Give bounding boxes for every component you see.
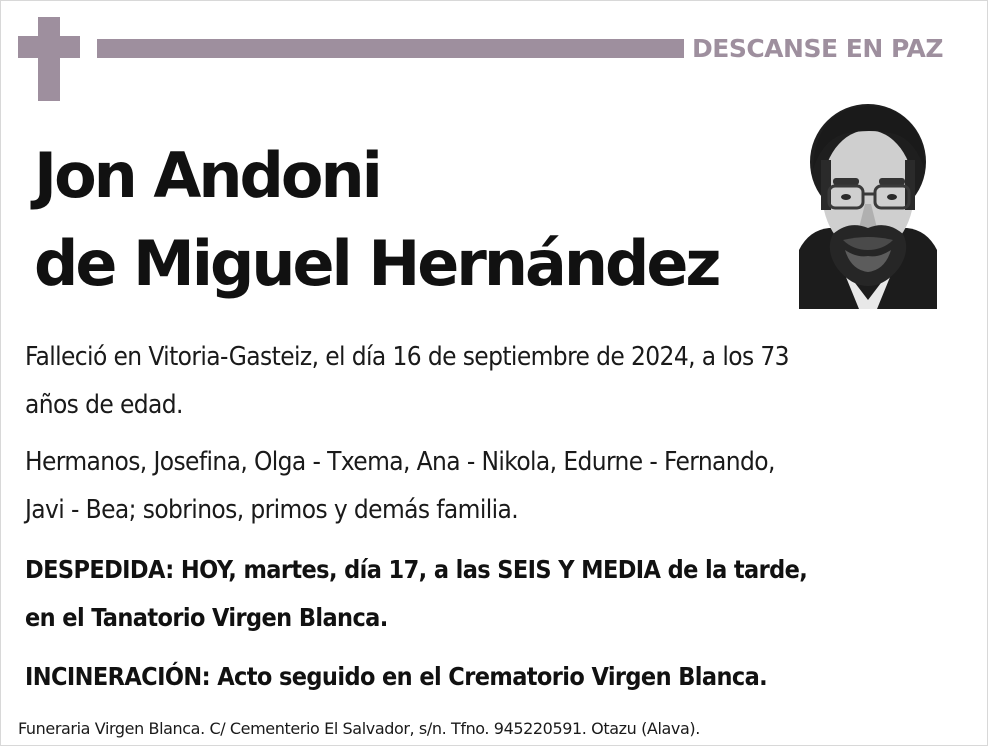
death-notice [25,333,960,429]
death-notice-line: Falleció en Vitoria-Gasteiz, el día 16 de septiembre de 2024, a los 73 [25,342,789,372]
family-list [25,438,960,534]
family-list-line: Javi - Bea; sobrinos, primos y demás familia. [25,495,519,525]
header-rule [97,39,684,58]
death-notice-line: años de edad. [25,390,183,420]
farewell-notice-line: en el Tanatorio Virgen Blanca. [25,603,388,632]
cross-icon-horizontal [18,36,80,58]
rest-in-peace-heading: DESCANSE EN PAZ [692,34,943,63]
cremation-notice-line: INCINERACIÓN: Acto seguido en el Crematorio Virgen Blanca. [25,662,768,691]
cross-icon-vertical [38,17,60,101]
portrait-photo-icon [799,100,937,309]
funeral-home-footer: Funeraria Virgen Blanca. C/ Cementerio El Salvador, s/n. Tfno. 945220591. Otazu (Alava). [18,719,700,738]
farewell-notice [25,546,960,642]
family-list-line: Hermanos, Josefina, Olga - Txema, Ana - Nikola, Edurne - Fernando, [25,447,775,477]
deceased-name-line-1: Jon Andoni [34,139,380,212]
deceased-name [34,132,794,308]
deceased-name-line-2: de Miguel Hernández [34,227,719,300]
cremation-notice [25,653,960,701]
deceased-portrait [799,100,937,309]
farewell-notice-line: DESPEDIDA: HOY, martes, día 17, a las SEIS Y MEDIA de la tarde, [25,555,808,584]
